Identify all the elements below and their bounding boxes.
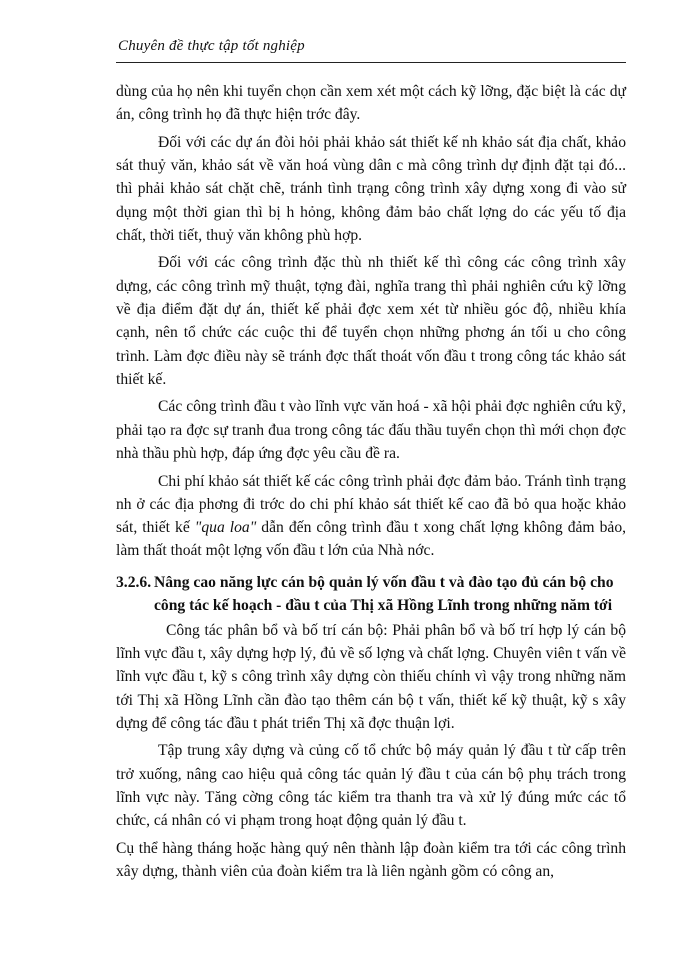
- paragraph-special-works: Đối với các công trình đặc thù nh thiết kế thì công các công trình xây dựng, các công trình mỹ thuật, tợng đài, nghĩa trang thì phải nghiên cứu kỹ lỡng về địa điểm đặt dự án, thiết kế phải đợc xem xét từ nhiều góc độ, nhiều khía cạnh, nên tổ chức các cuộc thi để tuyển chọn những phơng án tối u cho công trình. Làm đợc điều này sẽ tránh đợc thất thoát vốn đầu t trong công tác khảo sát thiết kế.: [116, 254, 626, 388]
- page-header-title: Chuyên đề thực tập tốt nghiệp: [118, 38, 305, 54]
- paragraph-survey-design: Đối với các dự án đòi hỏi phải khảo sát thiết kế nh khảo sát địa chất, khảo sát thuỷ văn, khảo sát về văn hoá vùng dân c mà công trình dự định đặt tại đó... thì phải khảo sát chặt chẽ, tránh tình trạng công trình xây dựng xong đi vào sử dụng một thời gian thì bị h hỏng, không đảm bảo chất lợng do các yếu tố địa chất, thời tiết, thuỷ văn không phù hợp.: [116, 133, 626, 244]
- survey-cost-text-2: dẫn đến công trình đầu t xong chất lợng không đảm bảo, làm thất thoát một lợng vốn đầu t lớn của Nhà nớc.: [116, 519, 627, 560]
- paragraph-survey-cost: [116, 470, 626, 563]
- paragraph-inspection: Cụ thể hàng tháng hoặc hàng quý nên thành lập đoàn kiểm tra tới các công trình xây dựng, thành viên của đoàn kiểm tra là liên ngành gồm có công an,: [116, 839, 626, 881]
- paragraph-culture-society: Các công trình đầu t vào lĩnh vực văn hoá - xã hội phải đợc nghiên cứu kỹ, phải tạo ra đợc sự tranh đua trong công tác đấu thầu tuyển chọn thì mới chọn đợc nhà thầu phù hợp, đáp ứng đợc yêu cầu đề ra.: [116, 398, 626, 463]
- survey-cost-text-1: Chi phí khảo sát thiết kế các công trình phải đợc đảm bảo. Tránh tình trạng nh ở các địa phơng đi trớc do chi phí khảo sát thiết kế cao đã bỏ qua hoặc khảo sát, thiết kế: [116, 472, 626, 537]
- paragraph-staff-allocation: Công tác phân bổ và bố trí cán bộ: Phải phân bổ và bố trí hợp lý cán bộ lĩnh vực đầu t, xây dựng hợp lý, đủ về số lợng và chất lợng. Chuyên viên t vấn về lĩnh vực đầu t, kỹ s công trình xây dựng còn thiếu chính vì vậy trong những năm tới Thị xã Hồng Lĩnh cần đào tạo thêm cán bộ t vấn, thiết kế kỹ thuật, kỹ s xây dựng để công tác đầu t phát triển Thị xã đợc thuận lợi.: [116, 621, 626, 732]
- header-rule: [116, 62, 626, 63]
- quoted-phrase: "qua loa": [194, 519, 257, 537]
- section-number: 3.2.6.: [116, 573, 152, 591]
- document-body: [116, 80, 626, 888]
- section-title: Nâng cao năng lực cán bộ quản lý vốn đầu t và đào tạo đủ cán bộ cho công tác kế hoạch - đầu t của Thị xã Hồng Lĩnh trong những năm tới: [154, 573, 614, 614]
- paragraph-organization: Tập trung xây dựng và củng cố tổ chức bộ máy quản lý đầu t từ cấp trên trở xuống, nâng cao hiệu quả công tác quản lý đầu t của cán bộ phụ trách trong lĩnh vực này. Tăng cờng công tác kiểm tra thanh tra và xử lý đúng mức các tổ chức, cá nhân có vi phạm trong hoạt động quản lý đầu t.: [116, 742, 626, 830]
- paragraph-continuation: dùng của họ nên khi tuyển chọn cần xem xét một cách kỹ lỡng, đặc biệt là các dự án, công trình họ đã thực hiện trớc đây.: [116, 83, 626, 124]
- section-heading: [116, 571, 626, 617]
